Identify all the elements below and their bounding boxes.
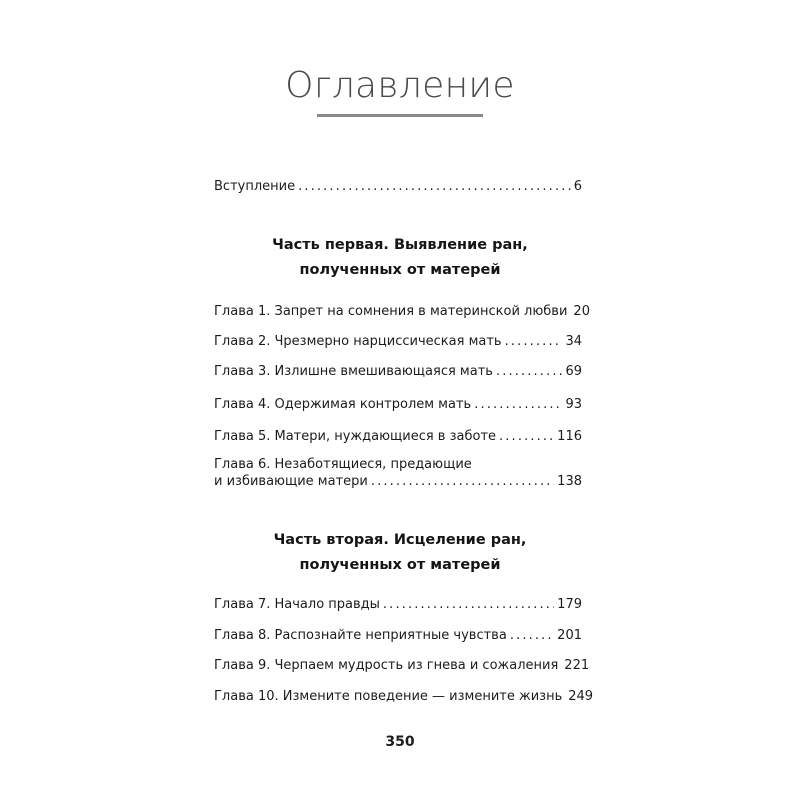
toc-entry-chapter-10[interactable]	[214, 687, 594, 707]
toc-entry-intro[interactable]	[214, 177, 582, 197]
toc-entry-label: Глава 2. Чрезмерно нарциссическая мать	[214, 334, 502, 349]
toc-entry-page: 179	[557, 597, 582, 612]
toc-entry-label: Глава 3. Излишне вмешивающаяся мать	[214, 364, 493, 379]
dot-leader	[371, 472, 554, 492]
toc-entry-page: 138	[557, 474, 582, 489]
toc-entry-page: 20	[573, 304, 590, 319]
dot-leader	[499, 427, 554, 447]
dot-leader	[510, 626, 554, 646]
part-2-heading-line-2: полученных от матерей	[299, 557, 501, 573]
toc-entry-chapter-5[interactable]	[214, 427, 582, 447]
toc-entry-chapter-6[interactable]	[214, 472, 582, 492]
page-number: 350	[385, 734, 415, 750]
toc-entry-chapter-3[interactable]	[214, 362, 582, 382]
page-title: Оглавление	[285, 65, 515, 106]
toc-entry-page: 6	[573, 179, 582, 194]
toc-entry-label: Глава 1. Запрет на сомнения в материнской любви	[214, 304, 568, 319]
part-1-heading-line-2: полученных от матерей	[299, 262, 501, 278]
toc-entry-label: Глава 10. Измените поведение — измените жизнь	[214, 689, 563, 704]
title-underline	[317, 114, 483, 117]
dot-leader	[505, 332, 563, 352]
dot-leader	[383, 595, 554, 615]
toc-entry-page: 221	[564, 658, 590, 673]
toc-entry-chapter-7[interactable]	[214, 595, 582, 615]
toc-entry-label: и избивающие матери	[214, 474, 368, 489]
toc-entry-chapter-9[interactable]	[214, 656, 590, 676]
toc-entry-page: 201	[557, 628, 582, 643]
part-2-heading-line-1: Часть вторая. Исцеление ран,	[273, 532, 527, 548]
toc-entry-chapter-4[interactable]	[214, 395, 582, 415]
dot-leader	[474, 395, 562, 415]
toc-entry-label: Глава 5. Матери, нуждающиеся в заботе	[214, 429, 497, 444]
part-1-heading-line-1: Часть первая. Выявление ран,	[272, 237, 528, 253]
toc-entry-label: Вступление	[214, 179, 296, 194]
toc-entry-chapter-2[interactable]	[214, 332, 582, 352]
toc-entry-page: 116	[557, 429, 582, 444]
toc-entry-label: Глава 7. Начало правды	[214, 597, 380, 612]
toc-entry-page: 93	[565, 397, 582, 412]
toc-entry-chapter-8[interactable]	[214, 626, 582, 646]
toc-entry-chapter-6-line-1[interactable]: Глава 6. Незаботящиеся, предающие	[214, 457, 472, 472]
toc-entry-chapter-1[interactable]	[214, 302, 590, 322]
dot-leader	[496, 362, 563, 382]
toc-entry-page: 249	[568, 689, 594, 704]
toc-entry-label: Глава 4. Одержимая контролем мать	[214, 397, 472, 412]
dot-leader	[298, 177, 571, 197]
toc-entry-page: 69	[565, 364, 582, 379]
toc-entry-label: Глава 8. Распознайте неприятные чувства	[214, 628, 507, 643]
toc-entry-page: 34	[565, 334, 582, 349]
toc-entry-label: Глава 9. Черпаем мудрость из гнева и сожаления	[214, 658, 559, 673]
